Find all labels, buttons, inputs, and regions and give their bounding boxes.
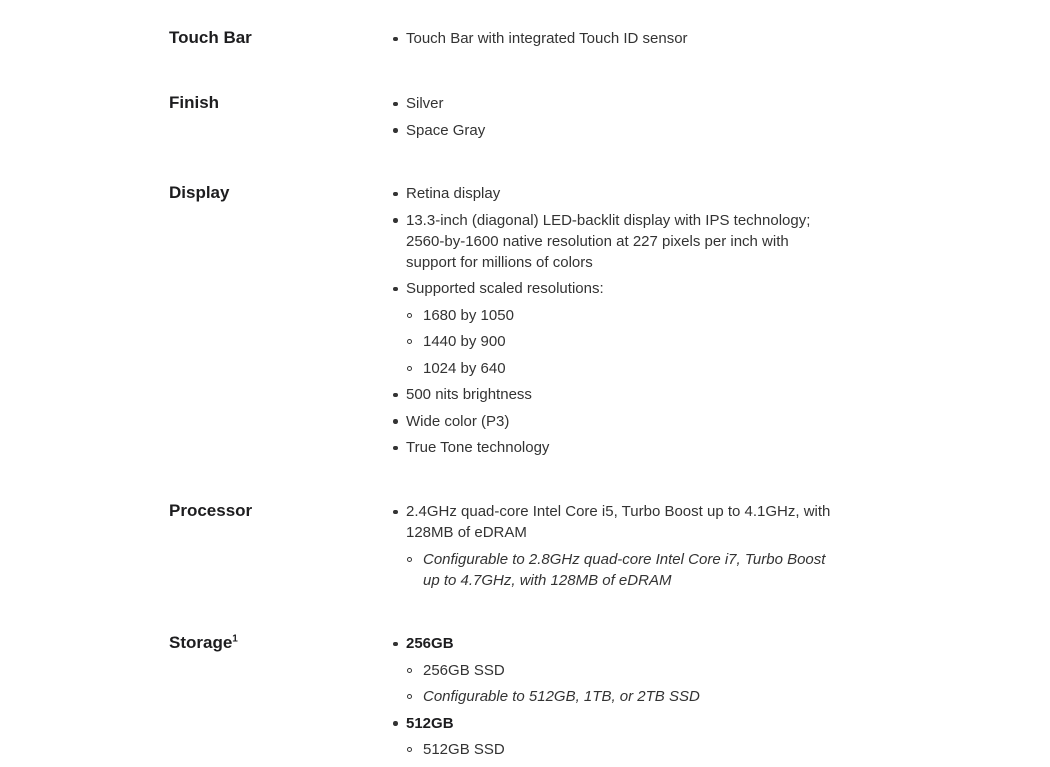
list-item: 512GB xyxy=(390,713,840,734)
spec-list-display xyxy=(390,183,840,464)
sub-list-item: Configurable to 2.8GHz quad-core Intel Core i7, Turbo Boost up to 4.7GHz, with 128MB of eDRAM xyxy=(390,549,840,591)
spec-label-finish: Finish xyxy=(169,93,220,112)
list-item: 500 nits brightness xyxy=(390,384,840,405)
sub-list-item: 1680 by 1050 xyxy=(390,305,840,326)
list-item: True Tone technology xyxy=(390,437,840,458)
sub-list-item: Configurable to 512GB, 1TB, or 2TB SSD xyxy=(390,686,840,707)
spec-label-display: Display xyxy=(169,183,230,202)
sub-list-item: 256GB SSD xyxy=(390,660,840,681)
footnote-marker[interactable]: 1 xyxy=(232,633,238,645)
list-item: 256GB xyxy=(390,633,840,654)
list-item: Touch Bar with integrated Touch ID sensor xyxy=(390,28,840,49)
sub-list-item: 1024 by 640 xyxy=(390,358,840,379)
spec-label-storage-text: Storage xyxy=(169,633,233,652)
list-item: Wide color (P3) xyxy=(390,411,840,432)
spec-label-storage xyxy=(169,633,238,653)
sub-list-item: 512GB SSD xyxy=(390,739,840,760)
list-item: 2.4GHz quad-core Intel Core i5, Turbo Boost up to 4.1GHz, with 128MB of eDRAM xyxy=(390,501,840,543)
spec-list-touch-bar xyxy=(390,28,840,55)
list-item: Supported scaled resolutions: xyxy=(390,278,840,299)
spec-label-touch-bar: Touch Bar xyxy=(169,28,252,47)
spec-list-finish xyxy=(390,93,840,146)
list-item: 13.3-inch (diagonal) LED-backlit display with IPS technology; 2560-by-1600 native resolution at 227 pixels per inch with support for millions of colors xyxy=(390,210,840,273)
list-item: Space Gray xyxy=(390,120,840,141)
sub-list-item: 1440 by 900 xyxy=(390,331,840,352)
spec-list-processor xyxy=(390,501,840,596)
spec-list-storage xyxy=(390,633,840,766)
list-item: Retina display xyxy=(390,183,840,204)
list-item: Silver xyxy=(390,93,840,114)
spec-label-processor: Processor xyxy=(169,501,253,520)
